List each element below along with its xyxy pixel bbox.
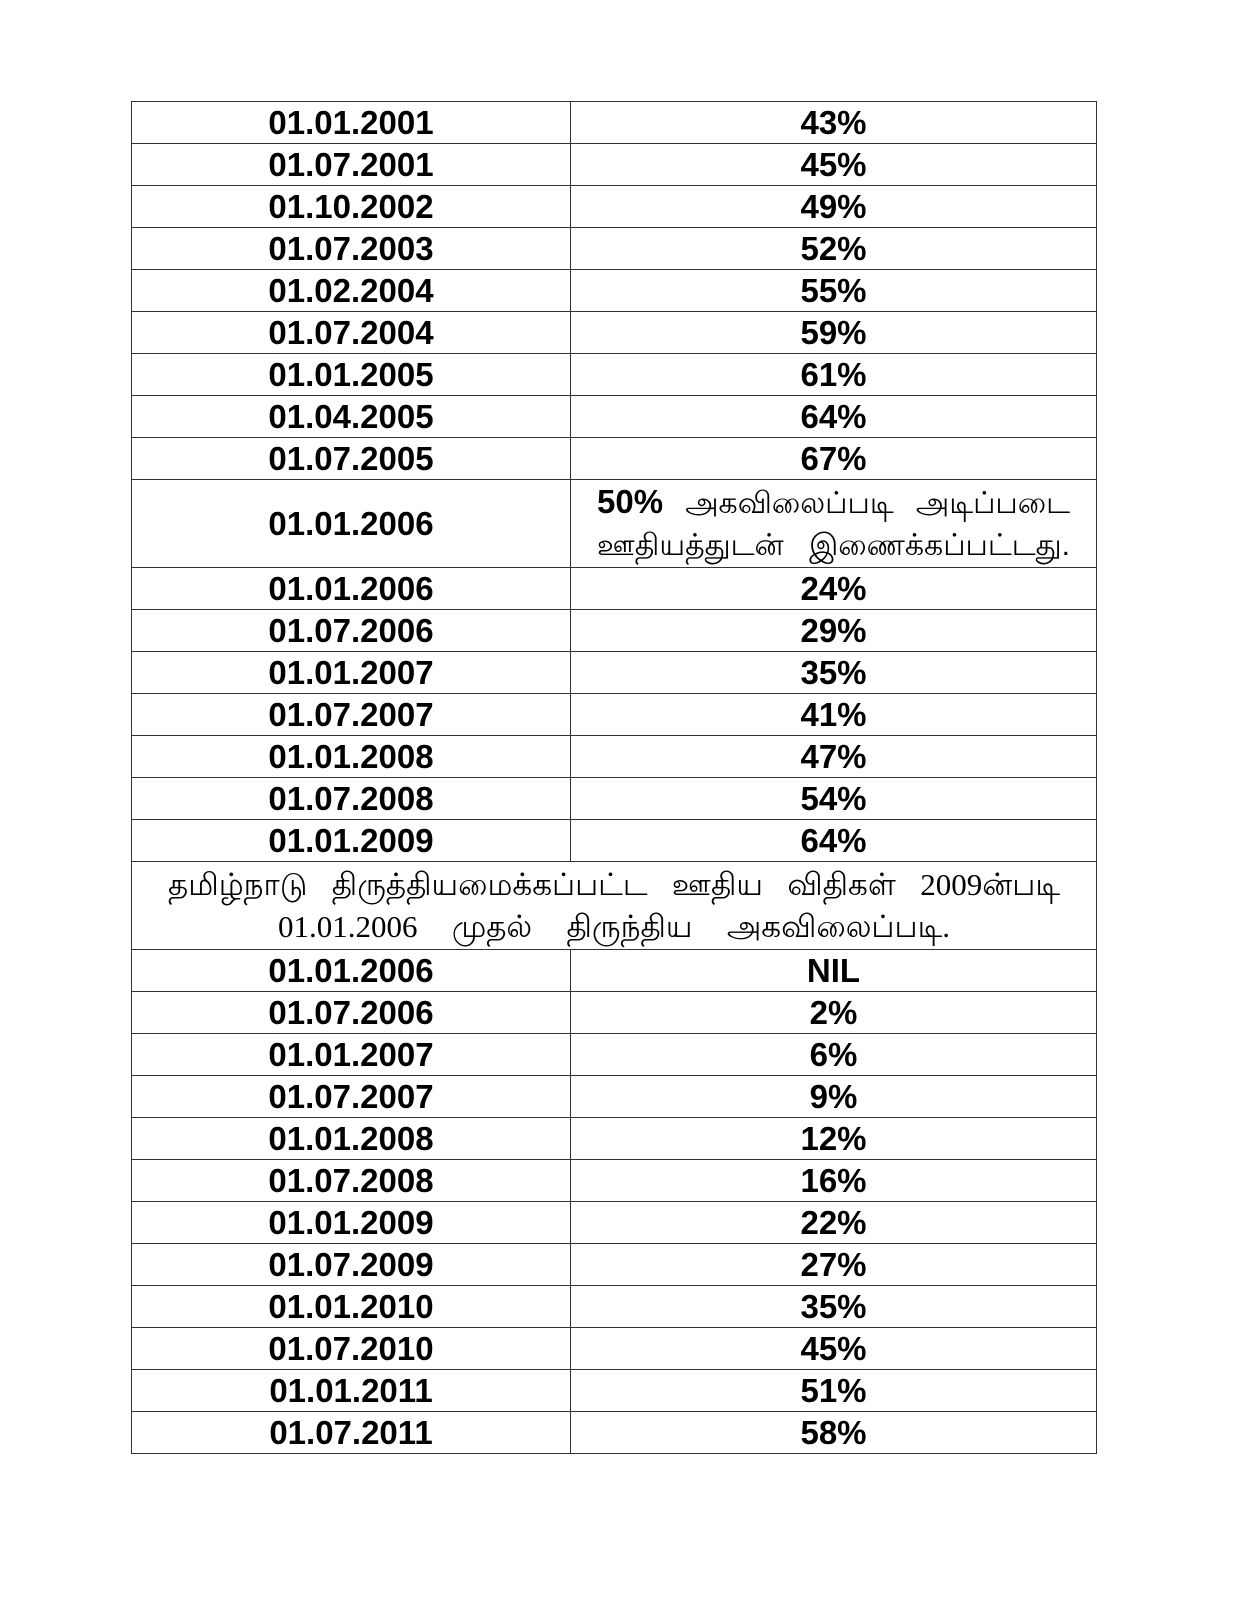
table-row <box>132 102 1097 144</box>
date-cell: 01.01.2008 <box>132 1118 571 1160</box>
table-row <box>132 270 1097 312</box>
table-row <box>132 610 1097 652</box>
rate-cell: 2% <box>571 992 1097 1034</box>
date-cell: 01.01.2009 <box>132 1202 571 1244</box>
table-row <box>132 1328 1097 1370</box>
table-row <box>132 950 1097 992</box>
table-row <box>132 1076 1097 1118</box>
table-row <box>132 438 1097 480</box>
table-section-old-rates <box>132 102 1097 480</box>
date-cell: 01.07.2010 <box>132 1328 571 1370</box>
date-cell: 01.01.2007 <box>132 1034 571 1076</box>
rate-cell: 16% <box>571 1160 1097 1202</box>
table-row <box>132 694 1097 736</box>
date-cell: 01.01.2006 <box>132 568 571 610</box>
rate-cell: 43% <box>571 102 1097 144</box>
rate-cell: NIL <box>571 950 1097 992</box>
rate-cell: 29% <box>571 610 1097 652</box>
table-row <box>132 992 1097 1034</box>
dearness-allowance-table <box>131 101 1097 1454</box>
rate-cell: 52% <box>571 228 1097 270</box>
table-row <box>132 1160 1097 1202</box>
rate-cell: 9% <box>571 1076 1097 1118</box>
date-cell: 01.07.2003 <box>132 228 571 270</box>
rate-cell: 64% <box>571 820 1097 862</box>
rate-cell: 24% <box>571 568 1097 610</box>
rate-cell: 45% <box>571 144 1097 186</box>
table-row-merge <box>132 480 1097 568</box>
table-row <box>132 736 1097 778</box>
table-row <box>132 820 1097 862</box>
section-heading-row <box>132 862 1097 950</box>
rate-cell: 12% <box>571 1118 1097 1160</box>
section-heading-cell <box>132 862 1097 950</box>
date-cell: 01.07.2001 <box>132 144 571 186</box>
date-cell: 01.07.2008 <box>132 778 571 820</box>
table-row <box>132 354 1097 396</box>
rate-cell: 49% <box>571 186 1097 228</box>
table-row <box>132 1370 1097 1412</box>
date-cell: 01.01.2010 <box>132 1286 571 1328</box>
rate-cell: 27% <box>571 1244 1097 1286</box>
merge-note-text: அகவிலைப்படி அடிப்படை ஊதியத்துடன் இணைக்கப்பட்டது. <box>597 486 1070 562</box>
date-cell: 01.07.2006 <box>132 610 571 652</box>
rate-cell: 58% <box>571 1412 1097 1454</box>
table-row <box>132 568 1097 610</box>
section-heading-line2: 01.01.2006 முதல் திருந்திய அகவிலைப்படி. <box>278 908 950 944</box>
rate-cell: 59% <box>571 312 1097 354</box>
rate-cell: 55% <box>571 270 1097 312</box>
table-section-pre-revision <box>132 568 1097 862</box>
table-row <box>132 652 1097 694</box>
date-cell: 01.01.2009 <box>132 820 571 862</box>
rate-cell: 41% <box>571 694 1097 736</box>
date-cell: 01.01.2001 <box>132 102 571 144</box>
rate-cell: 45% <box>571 1328 1097 1370</box>
table-row <box>132 1202 1097 1244</box>
date-cell: 01.01.2006 <box>132 950 571 992</box>
date-cell: 01.04.2005 <box>132 396 571 438</box>
table-row <box>132 312 1097 354</box>
table-row <box>132 186 1097 228</box>
table-section-heading <box>132 862 1097 950</box>
table-row <box>132 396 1097 438</box>
date-cell: 01.01.2008 <box>132 736 571 778</box>
table-row <box>132 1118 1097 1160</box>
rate-cell: 51% <box>571 1370 1097 1412</box>
date-cell: 01.07.2007 <box>132 1076 571 1118</box>
table-row <box>132 144 1097 186</box>
date-cell: 01.01.2006 <box>132 480 571 568</box>
table-section-revised-rates <box>132 950 1097 1454</box>
table-row <box>132 1244 1097 1286</box>
date-cell: 01.07.2006 <box>132 992 571 1034</box>
rate-cell: 22% <box>571 1202 1097 1244</box>
rate-cell: 67% <box>571 438 1097 480</box>
table-row <box>132 778 1097 820</box>
rate-cell: 54% <box>571 778 1097 820</box>
table-section-merge <box>132 480 1097 568</box>
rate-cell: 64% <box>571 396 1097 438</box>
date-cell: 01.01.2007 <box>132 652 571 694</box>
rate-cell: 61% <box>571 354 1097 396</box>
date-cell: 01.01.2011 <box>132 1370 571 1412</box>
table-row <box>132 228 1097 270</box>
table-row <box>132 1034 1097 1076</box>
section-heading-line1: தமிழ்நாடு திருத்தியமைக்கப்பட்ட ஊதிய விதிகள் 2009ன்படி <box>168 866 1060 902</box>
date-cell: 01.10.2002 <box>132 186 571 228</box>
date-cell: 01.02.2004 <box>132 270 571 312</box>
rate-cell: 35% <box>571 652 1097 694</box>
date-cell: 01.01.2005 <box>132 354 571 396</box>
date-cell: 01.07.2007 <box>132 694 571 736</box>
rate-cell: 6% <box>571 1034 1097 1076</box>
rate-cell: 35% <box>571 1286 1097 1328</box>
merge-note-cell <box>571 480 1097 568</box>
rate-cell: 47% <box>571 736 1097 778</box>
date-cell: 01.07.2005 <box>132 438 571 480</box>
table-row <box>132 1286 1097 1328</box>
date-cell: 01.07.2009 <box>132 1244 571 1286</box>
table-row <box>132 1412 1097 1454</box>
date-cell: 01.07.2011 <box>132 1412 571 1454</box>
merge-percent: 50% <box>597 482 664 520</box>
date-cell: 01.07.2004 <box>132 312 571 354</box>
date-cell: 01.07.2008 <box>132 1160 571 1202</box>
